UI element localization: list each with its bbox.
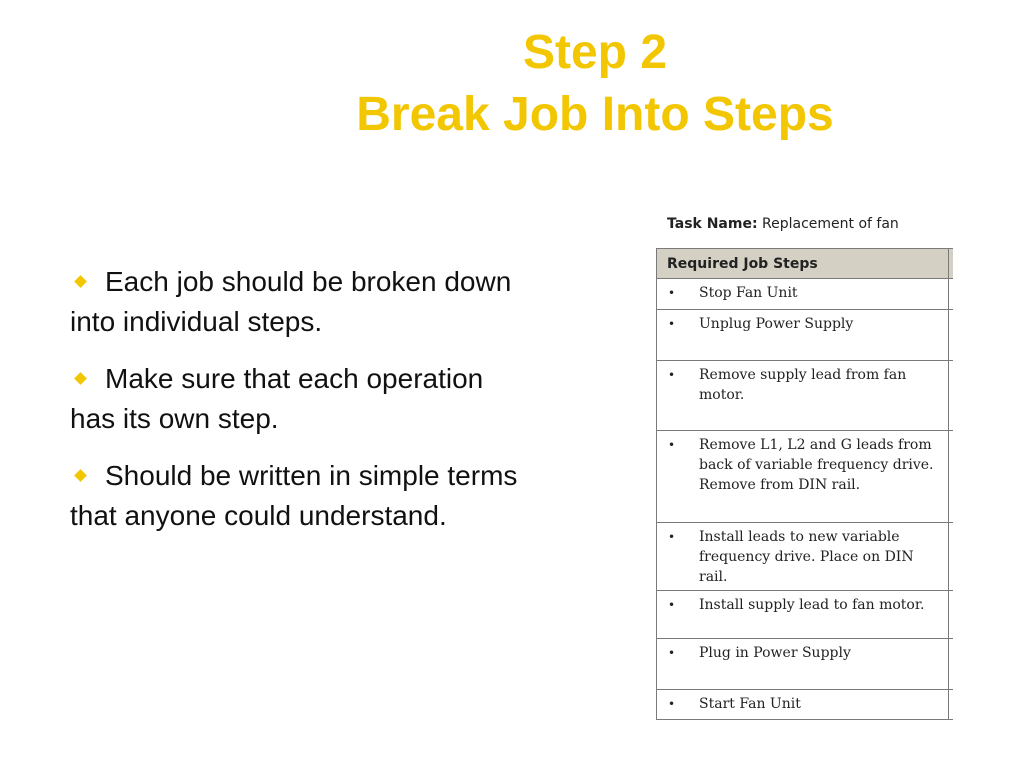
table-header: Required Job Steps xyxy=(657,249,949,279)
step-cell xyxy=(657,523,949,591)
diamond-bullet-icon xyxy=(74,372,87,385)
table-row xyxy=(657,361,954,431)
table-header-row xyxy=(657,249,954,279)
bullet-dot: • xyxy=(668,697,676,711)
table-row xyxy=(657,591,954,639)
task-name-value: Replacement of fan xyxy=(762,216,899,232)
table-header-extra xyxy=(949,249,954,279)
table-row xyxy=(657,523,954,591)
diamond-bullet-icon xyxy=(74,469,87,482)
step-text: Remove L1, L2 and G leads from back of variable frequency drive. Remove from DIN rail. xyxy=(699,437,934,493)
step-cell xyxy=(657,591,949,639)
step-text: Install supply lead to fan motor. xyxy=(699,597,925,613)
step-text: Plug in Power Supply xyxy=(699,645,851,661)
bullet-dot: • xyxy=(668,368,676,382)
bullet-text: Should be written in simple terms that anyone could understand. xyxy=(70,460,518,531)
step-cell xyxy=(657,431,949,523)
bullet-dot: • xyxy=(668,286,676,300)
job-steps-document xyxy=(656,210,953,722)
bullet-list xyxy=(70,262,530,553)
bullet-dot: • xyxy=(668,646,676,660)
bullet-item xyxy=(70,456,530,536)
bullet-item xyxy=(70,359,530,439)
step-text: Unplug Power Supply xyxy=(699,316,854,332)
title-line-2: Break Job Into Steps xyxy=(356,88,834,141)
bullet-text: Make sure that each operation has its own step. xyxy=(70,363,484,434)
step-cell xyxy=(657,639,949,690)
diamond-bullet-icon xyxy=(74,275,87,288)
slide-title xyxy=(175,22,1015,146)
step-text: Start Fan Unit xyxy=(699,696,801,712)
step-cell xyxy=(657,310,949,361)
step-cell xyxy=(657,279,949,310)
bullet-dot: • xyxy=(668,317,676,331)
table-row xyxy=(657,279,954,310)
job-steps-table xyxy=(656,248,953,720)
table-row xyxy=(657,431,954,523)
bullet-dot: • xyxy=(668,530,676,544)
table-row xyxy=(657,310,954,361)
step-cell xyxy=(657,361,949,431)
task-name-label: Task Name: xyxy=(667,216,758,232)
step-text: Stop Fan Unit xyxy=(699,285,798,301)
bullet-dot: • xyxy=(668,598,676,612)
bullet-item xyxy=(70,262,530,342)
step-text: Remove supply lead from fan motor. xyxy=(699,367,907,403)
table-row xyxy=(657,690,954,720)
title-line-1: Step 2 xyxy=(522,26,668,79)
step-cell xyxy=(657,690,949,720)
step-text: Install leads to new variable frequency drive. Place on DIN rail. xyxy=(699,529,914,585)
bullet-dot: • xyxy=(668,438,676,452)
task-name-line xyxy=(656,210,953,238)
bullet-text: Each job should be broken down into individual steps. xyxy=(70,266,512,337)
table-row xyxy=(657,639,954,690)
